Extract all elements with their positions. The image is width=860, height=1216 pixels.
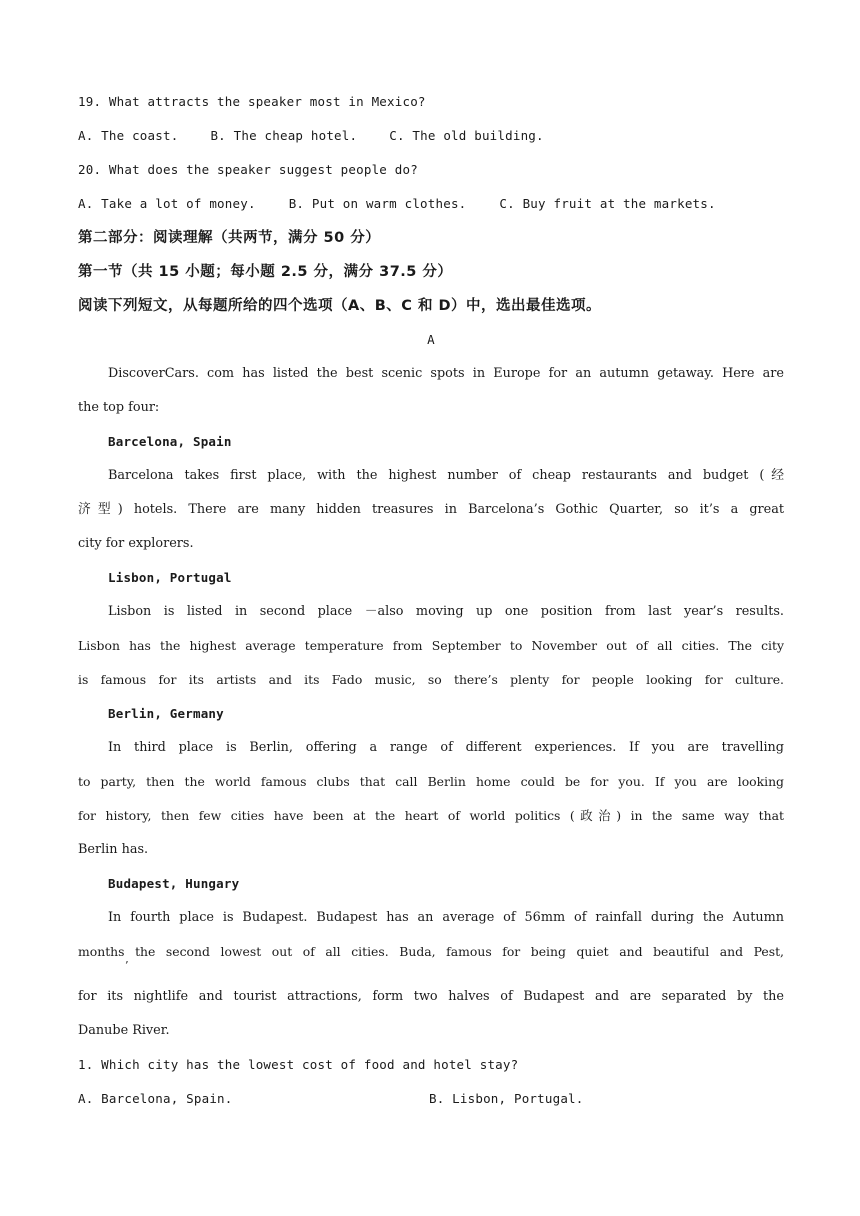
question-1-options (78, 1082, 784, 1116)
question-20: 20. What does the speaker suggest people do? (78, 162, 418, 177)
intro-line-2: the top four: (78, 400, 160, 415)
q20-option-a: A. Take a lot of money. (78, 196, 256, 211)
budapest-line-2 (78, 935, 784, 980)
berlin-line-3: for history, then few cities have been at the heart of world politics (政治) in the same way that (78, 808, 784, 823)
q1-option-a: A. Barcelona, Spain. (78, 1091, 233, 1106)
barcelona-line-3: city for explorers. (78, 536, 194, 551)
budapest-line-3: for its nightlife and tourist attractions, form two halves of Budapest and are separated by the (78, 989, 784, 1004)
question-20-options (78, 187, 784, 221)
section-heading-lisbon: Lisbon, Portugal (108, 570, 232, 585)
lisbon-line-1: Lisbon is listed in second place －also moving up one position from last year’s results. (108, 604, 784, 619)
question-19-options (78, 119, 784, 153)
budapest-line-1: In fourth place is Budapest. Budapest has an average of 56mm of rainfall during the Autumn (108, 910, 784, 925)
exam-page (78, 85, 784, 1116)
berlin-line-1: In third place is Berlin, offering a range of different experiences. If you are travelling (108, 740, 784, 755)
q19-option-b: B. The cheap hotel. (210, 128, 358, 143)
budapest-line-2-text: months the second lowest out of all cities. Buda, famous for being quiet and beautiful and Pest, (78, 944, 784, 959)
part2-title: 第二部分：阅读理解（共两节，满分 50 分） (78, 230, 381, 246)
q20-option-b: B. Put on warm clothes. (288, 196, 467, 211)
q19-option-a: A. The coast. (78, 128, 179, 143)
section-heading-budapest: Budapest, Hungary (108, 876, 240, 891)
section-heading-barcelona: Barcelona, Spain (108, 434, 232, 449)
section1-title: 第一节（共 15 小题；每小题 2.5 分，满分 37.5 分） (78, 264, 453, 280)
passage-label: A (427, 332, 435, 347)
stray-mark: ’ (125, 959, 129, 972)
lisbon-line-2: Lisbon has the highest average temperature from September to November out of all cities. The city (78, 638, 784, 653)
q1-option-b: B. Lisbon, Portugal. (429, 1091, 584, 1106)
reading-instruction: 阅读下列短文，从每题所给的四个选项（A、B、C 和 D）中，选出最佳选项。 (78, 298, 602, 314)
budapest-line-4: Danube River. (78, 1023, 170, 1038)
lisbon-line-3: is famous for its artists and its Fado music, so there’s plenty for people looking for culture. (78, 672, 784, 687)
question-19: 19. What attracts the speaker most in Mexico? (78, 94, 426, 109)
q20-option-c: C. Buy fruit at the markets. (499, 196, 716, 211)
berlin-line-4: Berlin has. (78, 842, 149, 857)
berlin-line-2: to party, then the world famous clubs that call Berlin home could be for you. If you are looking (78, 774, 784, 789)
section-heading-berlin: Berlin, Germany (108, 706, 224, 721)
intro-line-1: DiscoverCars. com has listed the best scenic spots in Europe for an autumn getaway. Here are (108, 366, 784, 381)
barcelona-line-2: 济型) hotels. There are many hidden treasures in Barcelona’s Gothic Quarter, so it’s a great (78, 502, 784, 517)
q19-option-c: C. The old building. (389, 128, 544, 143)
barcelona-line-1: Barcelona takes first place, with the highest number of cheap restaurants and budget (经 (108, 468, 784, 483)
question-1: 1. Which city has the lowest cost of food and hotel stay? (78, 1057, 519, 1072)
